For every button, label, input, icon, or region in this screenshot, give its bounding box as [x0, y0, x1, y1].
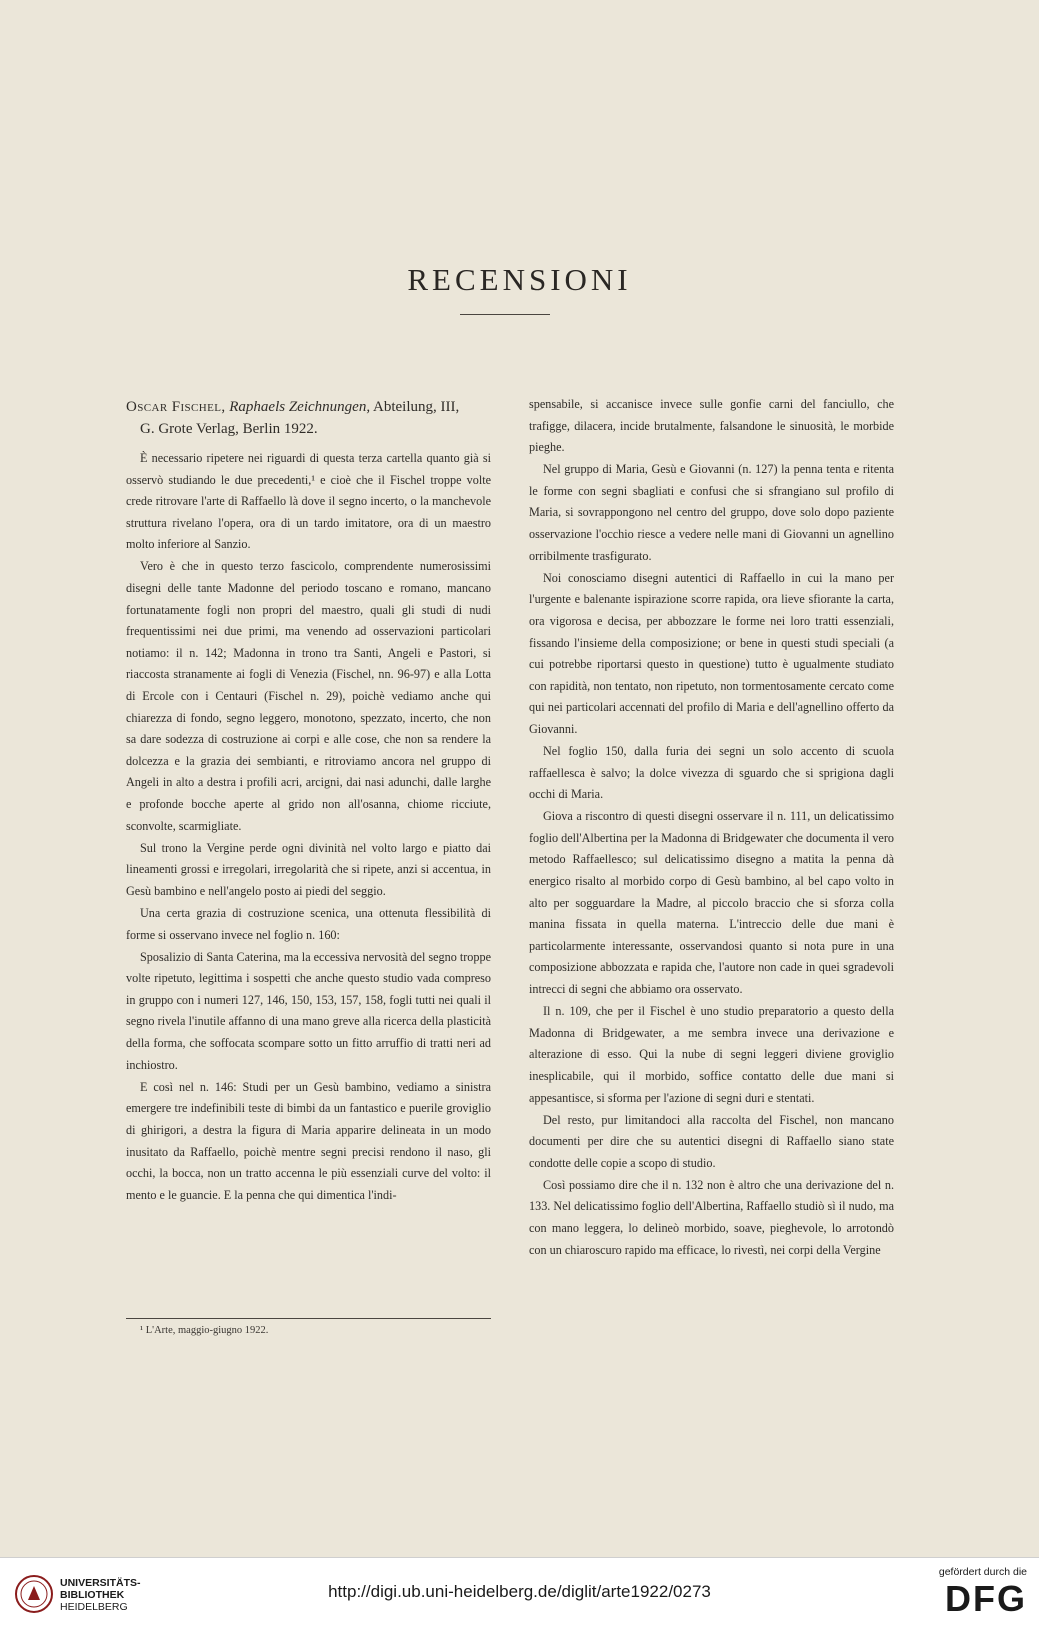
title-divider: [460, 314, 550, 315]
paragraph: Sul trono la Vergine perde ogni divinità nel volto largo e piatto dai lineamenti grossi e irregolari, irregolarità che si ripete, anzi si accentua, in Gesù bambino e nell'angelo posto ai piedi del seggio.: [126, 840, 491, 898]
paragraph: E così nel n. 146: Studi per un Gesù bambino, vediamo a sinistra emergere tre indefinibili teste di bimbi da un fantastico e puerile groviglio di ghirigori, a destra la figura di Maria apparire delineata in un modo inusitato da Raffaello, poichè mentre segni precisi rendono il naso, gli occhi, la bocca, non un tratto accenna le più essenziali curve del volto: il mento e le guancie. E la penna che qui dimentica l'indi-: [126, 1079, 491, 1202]
institution-line-1: UNIVERSITÄTS-: [60, 1577, 141, 1589]
page-title: RECENSIONI: [407, 262, 632, 297]
paragraph: Il n. 109, che per il Fischel è uno studio preparatorio a questo della Madonna di Bridgewater, a me sembra invece una derivazione e alterazione di esso. Qui la nube di segni leggeri diviene groviglio inesplicabile, qui il morbido, soffice contatto delle due mani si appesantisce, si sforma per l'azione di segni duri e stentati.: [529, 1004, 894, 1105]
paragraph: Una certa grazia di costruzione scenica, una ottenuta flessibilità di forme si osservano invece nel foglio n. 160:: [126, 905, 491, 942]
paragraph: Del resto, pur limitandoci alla raccolta del Fischel, non mancano documenti per dire che su autentici disegni di Raffaello siano state condotte delle copie a scopo di studio.: [529, 1112, 894, 1170]
review-header: [126, 396, 491, 440]
paragraph: Così possiamo dire che il n. 132 non è altro che una derivazione del n. 133. Nel delicatissimo foglio dell'Albertina, Raffaello studiò sì il nudo, ma con mano leggera, lo delineò morbido, soave, pieghevole, lo arrotondò con un chiaroscuro rapido ma efficace, lo rivestì, nei corpi della Vergine: [529, 1177, 894, 1257]
right-column: [529, 394, 894, 1262]
dfg-logo: DFG: [945, 1578, 1027, 1619]
paragraph: Giova a riscontro di questi disegni osservare il n. 111, un delicatissimo foglio dell'Albertina per la Madonna di Bridgewater che documenta il vero metodo Raffaellesco; sul delicatissimo disegno a matita la penna dà energico risalto al morbido corpo di Gesù bambino, al bel capo volto in alto per sogguardare la Madre, al piccolo braccio che si sforza colla manina fissata in quella materna. L'intreccio delle due mani è particolarmente interessante, osservandosi quanto si nota pure in una composizione abbozzata e rapida che, l'autore non cade in quei sgradevoli intrecci di segni che abbiamo ora osservato.: [529, 809, 894, 997]
footnote-divider: [126, 1318, 226, 1319]
paragraph: Nel foglio 150, dalla furia dei segni un solo accento di scuola raffaellesca è salvo; la dolce vivezza di sguardo che si sprigiona dagli occhi di Maria.: [529, 744, 894, 802]
paragraph: Sposalizio di Santa Caterina, ma la eccessiva nervosità del segno troppe volte ripetuto, legittima i sospetti che anche questo studio vada compreso in gruppo con i numeri 127, 146, 150, 153, 157, 158, fogli tutti nei quali il segno rivela l'inutile affanno di una mano greve alla ricerca della plasticità della forma, che soffocata scompare sotto un fitto arruffio di tratti neri ad inchiostro.: [126, 949, 491, 1072]
institution-line-2: BIBLIOTHEK: [60, 1589, 125, 1601]
review-book-title: Raphaels Zeichnungen,: [229, 399, 371, 415]
footer-bar: [0, 1557, 1039, 1630]
paragraph: Noi conosciamo disegni autentici di Raffaello in cui la mano per l'urgente e balenante ispirazione scorre rapida, ora lieve sfiorante la carta, ora vigorosa e decisa, per abbozzare le forme nei loro tratti essenziali, fissando l'insieme della composizione; or bene in questi studi speciali (a cui potrebbe riportarsi questo in questione) tutto è ugualmente studiato con rapidità, non tentato, non ripetuto, non tormentosamente cercato come qui nei particolari accennati del profilo di Maria e dell'agnellino offerto da Giovanni.: [529, 570, 894, 736]
left-column: [126, 396, 491, 1207]
paragraph: Nel gruppo di Maria, Gesù e Giovanni (n. 127) la penna tenta e ritenta le forme con segni sbagliati e confusi che si sfrangiano sul profilo di Maria, si sovrappongono nel centro del gruppo, dove solo dopo paziente osservazione l'occhio riesce a vedere nelle mani di Giovanni un agnellino orribilmente trasfigurato.: [529, 462, 894, 563]
review-book-rest: Abteilung, III,: [370, 399, 460, 415]
sponsor-text: gefördert durch die: [938, 1566, 1027, 1578]
footnote-divider-right: [226, 1318, 491, 1319]
paragraph: spensabile, si accanisce invece sulle gonfie carni del fanciullo, che trafigge, dilacera, incide brutalmente, falsandone le sinuosità, le morbide pieghe.: [529, 397, 894, 455]
paragraph: È necessario ripetere nei riguardi di questa terza cartella quanto già si osservò studiando le due precedenti,¹ e cioè che il Fischel troppe volte crede ritrovare l'arte di Raffaello là dove il segno incerto, o la manchevole struttura rivelano l'opera, ora di un tardo imitatore, ora di un maestro molto inferiore al Sanzio.: [126, 451, 491, 552]
source-url[interactable]: http://digi.ub.uni-heidelberg.de/diglit/arte1922/0273: [328, 1582, 711, 1601]
paragraph: Vero è che in questo terzo fascicolo, comprendente numerosissimi disegni delle tante Madonne del periodo toscano e romano, mancano fortunatamente fogli non propri del maestro, quali gli studi di nudi frequentissimi nei due primi, ma venendo ad osservazioni particolari notiamo: il n. 142; Madonna in trono tra Santi, Angeli e Pastori, si riaccosta stranamente ai fogli di Venezia (Fischel, nn. 96-97) e alla Lotta di Ercole con i Centauri (Fischel n. 29), poichè vediamo anche qui chiarezza di fondo, segno leggero, monotono, spezzato, incerto, che non sa dare sodezza di costruzione ai corpi e alle cose, che non sa rendere la dolcezza e la grazia dei sembianti, e ritroviamo ancora nel gruppo di Angeli in alto a destra i profili acri, arcigni, dai nasi adunchi, dalle larghe e profonde bocche aperte al grido non all'osanna, chiome ricciute, sconvolte, scarmigliate.: [126, 559, 491, 833]
footnote: ¹ L'Arte, maggio-giugno 1922.: [140, 1325, 269, 1336]
sponsor-block[interactable]: [917, 1566, 1027, 1618]
institution-line-3: HEIDELBERG: [60, 1601, 128, 1613]
review-author: Oscar Fischel,: [126, 399, 226, 415]
review-publisher: G. Grote Verlag, Berlin 1922.: [140, 421, 318, 437]
